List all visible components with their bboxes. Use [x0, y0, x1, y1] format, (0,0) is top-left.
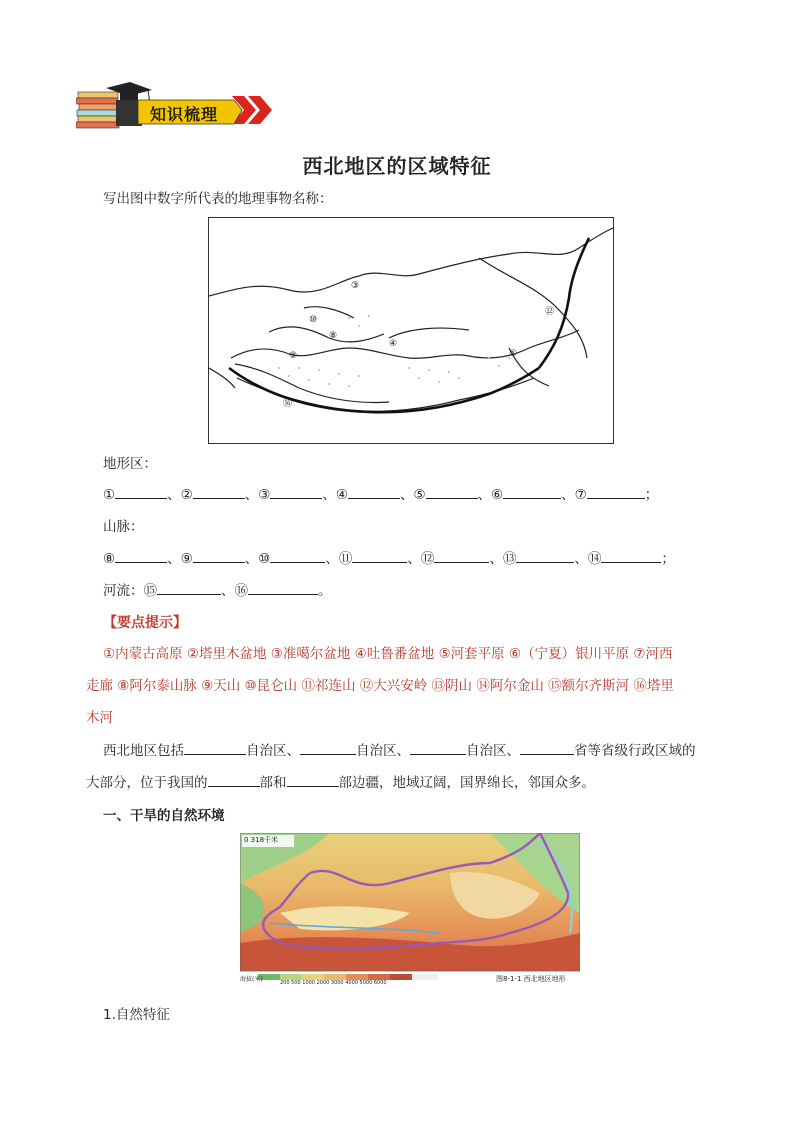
- sep: 、: [244, 487, 259, 503]
- sep: 、: [167, 487, 181, 503]
- terrain-blank-6[interactable]: [503, 484, 561, 499]
- map2-caption: 图8-1-1 西北地区地形: [496, 975, 566, 983]
- sep: 、: [574, 551, 588, 567]
- para-blank-2[interactable]: [300, 740, 356, 755]
- terrain-blank-5[interactable]: [426, 484, 478, 499]
- mountain-item-14: ⑭: [587, 551, 602, 567]
- mountain-blank-8[interactable]: [115, 548, 167, 563]
- para-text: 部和: [259, 775, 287, 791]
- row-end: 。: [318, 583, 332, 599]
- terrain-blank-2[interactable]: [193, 484, 245, 499]
- para-text: 大部分，位于我国的: [86, 775, 208, 791]
- terrain-item-1: ①: [103, 487, 116, 503]
- banner-label: 知识梳理: [150, 105, 219, 124]
- terrain-item-7: ⑦: [574, 487, 587, 503]
- sep: 、: [322, 487, 336, 503]
- instruction-text: 写出图中数字所代表的地理事物名称：: [103, 191, 333, 207]
- mountain-blank-11[interactable]: [352, 548, 407, 563]
- terrain-label: 地形区：: [103, 456, 157, 472]
- para-blank-6[interactable]: [287, 772, 339, 787]
- para-text: 自治区、: [246, 743, 300, 759]
- mountain-item-12: ⑫: [420, 551, 435, 567]
- map1-label-4: ④: [389, 339, 398, 349]
- northwest-sketch-map: [208, 217, 614, 444]
- terrain-item-6: ⑥: [491, 487, 504, 503]
- para-blank-5[interactable]: [208, 772, 260, 787]
- mountain-blank-12[interactable]: [434, 548, 489, 563]
- terrain-blank-1[interactable]: [115, 484, 167, 499]
- terrain-blank-3[interactable]: [270, 484, 322, 499]
- para-blank-1[interactable]: [184, 740, 246, 755]
- sep: 、: [325, 551, 339, 567]
- map1-label-12: ⑫: [545, 307, 555, 317]
- hint-line-1: ①内蒙古高原 ②塔里木盆地 ③准噶尔盆地 ④吐鲁番盆地 ⑤河套平原 ⑥（宁夏）银川平原 ⑦河西: [103, 646, 673, 662]
- sep: 、: [407, 551, 421, 567]
- mountain-blank-9[interactable]: [193, 548, 245, 563]
- map2-scale: 0 318千米: [244, 836, 279, 844]
- para-blank-4[interactable]: [520, 740, 574, 755]
- mountain-item-13: ⑬: [502, 551, 517, 567]
- mountain-item-10: ⑩: [258, 551, 271, 567]
- map1-label-9: ⑨: [289, 351, 298, 361]
- sep: 、: [244, 551, 259, 567]
- map1-label-8: ⑧: [329, 331, 338, 341]
- terrain-blanks-row: [103, 484, 658, 505]
- para-text: 部边疆，地域辽阔，国界绵长，邻国众多。: [338, 775, 595, 791]
- section-heading-arid-environment: 一、干旱的自然环境: [103, 808, 225, 824]
- mountain-item-9: ⑨: [180, 551, 193, 567]
- terrain-item-5: ⑤: [413, 487, 426, 503]
- river-blank-16[interactable]: [248, 580, 318, 595]
- northwest-terrain-map: [240, 833, 580, 988]
- sep: 、: [167, 551, 181, 567]
- sep: 、: [221, 583, 235, 599]
- para-text: 自治区、: [356, 743, 410, 759]
- row-end: ；: [661, 551, 675, 567]
- map1-label-3: ③: [351, 281, 360, 291]
- sep: 、: [477, 487, 492, 503]
- rivers-label: 河流：: [103, 583, 144, 599]
- map1-label-16: ⑯: [283, 399, 293, 409]
- sep: 、: [561, 487, 575, 503]
- sep: 、: [399, 487, 414, 503]
- para-text: 西北地区包括: [103, 743, 184, 759]
- mountain-item-8: ⑧: [103, 551, 116, 567]
- para-blank-3[interactable]: [410, 740, 466, 755]
- terrain-item-2: ②: [180, 487, 193, 503]
- terrain-item-3: ③: [258, 487, 271, 503]
- sep: 、: [489, 551, 503, 567]
- hint-title: 【要点提示】: [103, 615, 187, 631]
- mountains-label: 山脉：: [103, 519, 144, 535]
- mountain-blank-10[interactable]: [270, 548, 325, 563]
- terrain-map-drawing: [240, 833, 580, 988]
- terrain-item-4: ④: [335, 487, 348, 503]
- terrain-blank-7[interactable]: [587, 484, 645, 499]
- page-title: 西北地区的区域特征: [302, 154, 492, 178]
- map2-legend-values: 200 500 1000 2000 3000 4000 5000 6000: [280, 980, 387, 986]
- para-text: 省等省级行政区域的: [574, 743, 696, 759]
- river-blank-15[interactable]: [157, 580, 221, 595]
- sketch-map-drawing: [209, 218, 613, 443]
- section-banner: [76, 82, 276, 132]
- map1-label-10: ⑩: [309, 315, 318, 325]
- mountain-blank-14[interactable]: [601, 548, 661, 563]
- mountain-blank-13[interactable]: [516, 548, 574, 563]
- map1-label-1: ①: [509, 349, 518, 359]
- river-item-15: ⑮: [143, 583, 157, 599]
- map2-legend-title: 海拔(米): [240, 976, 263, 983]
- region-paragraph-line-1: [103, 740, 696, 761]
- row-end: ；: [644, 487, 659, 503]
- hint-line-2: 走廊 ⑧阿尔泰山脉 ⑨天山 ⑩昆仑山 ⑪祁连山 ⑫大兴安岭 ⑬阴山 ⑭阿尔金山 ⑮额尔齐斯河 ⑯塔里: [86, 678, 674, 694]
- mountain-item-11: ⑪: [338, 551, 353, 567]
- terrain-blank-4[interactable]: [348, 484, 400, 499]
- region-paragraph-line-2: [86, 772, 595, 793]
- mountains-blanks-row: [103, 548, 675, 569]
- para-text: 自治区、: [466, 743, 520, 759]
- rivers-row: [103, 580, 332, 601]
- river-item-16: ⑯: [234, 583, 248, 599]
- hint-line-3: 木河: [86, 710, 113, 726]
- section-natural-features: 1.自然特征: [103, 1007, 170, 1023]
